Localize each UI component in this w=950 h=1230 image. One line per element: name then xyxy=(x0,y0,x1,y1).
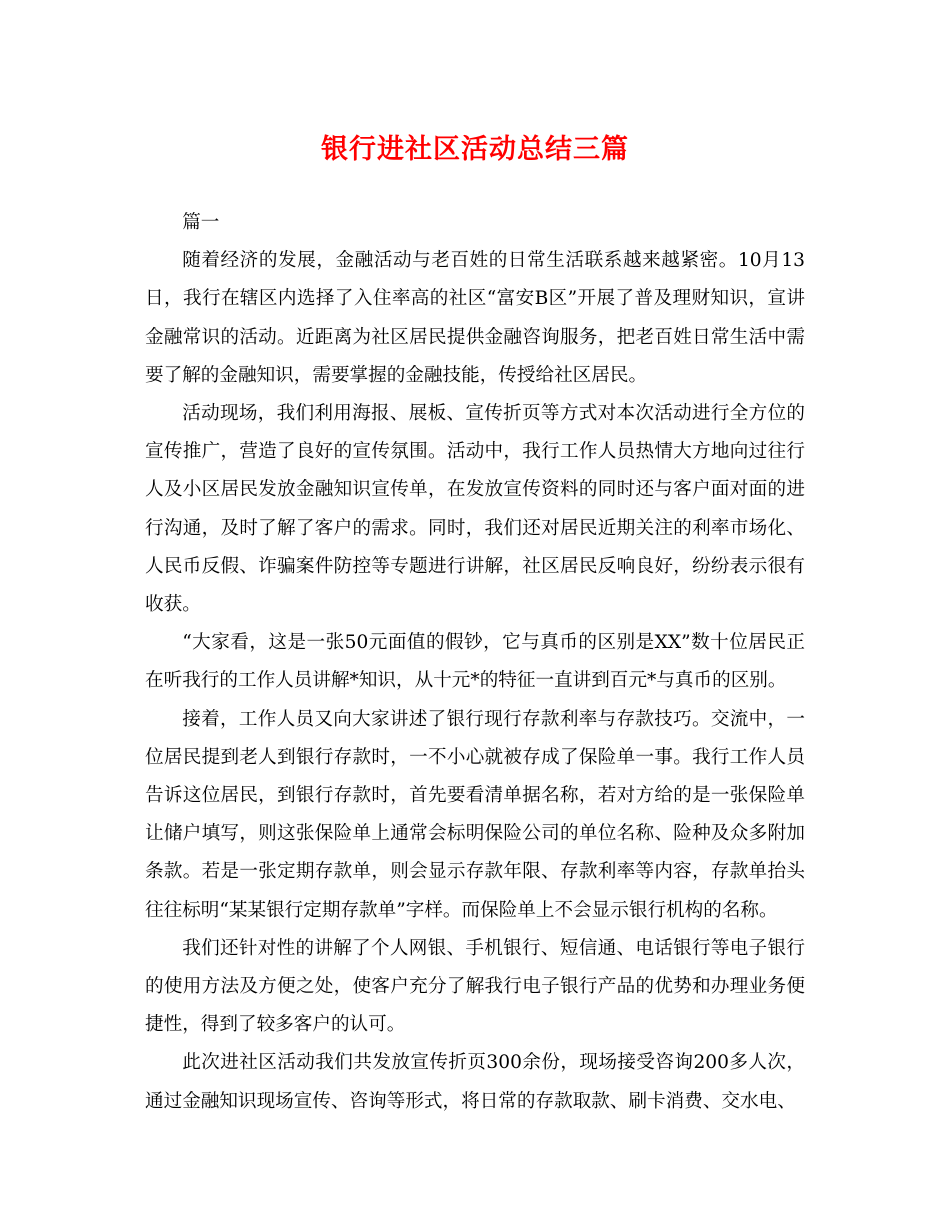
paragraph: 随着经济的发展，金融活动与老百姓的日常生活联系越来越紧密。10月13日，我行在辖区内选择了入住率高的社区“富安B区”开展了普及理财知识，宣讲金融常识的活动。近距离为社区居民提供金融咨询服务，把老百姓日常生活中需要了解的金融知识，需要掌握的金融技能，传授给社区居民。 xyxy=(145,250,805,386)
document-body xyxy=(145,204,805,1121)
paragraph: 我们还针对性的讲解了个人网银、手机银行、短信通、电话银行等电子银行的使用方法及方便之处，使客户充分了解我行电子银行产品的优势和办理业务便捷性，得到了较多客户的认可。 xyxy=(145,937,805,1036)
paragraph: “大家看，这是一张50元面值的假钞，它与真币的区别是XX”数十位居民正在听我行的工作人员讲解*知识，从十元*的特征一直讲到百元*与真币的区别。 xyxy=(145,632,805,692)
section-heading: 篇一 xyxy=(182,212,220,233)
document-title: 银行进社区活动总结三篇 xyxy=(321,134,629,165)
paragraph: 此次进社区活动我们共发放宣传折页300余份，现场接受咨询200多人次，通过金融知识现场宣传、咨询等形式，将日常的存款取款、刷卡消费、交水电、 xyxy=(145,1052,805,1112)
paragraph: 接着，工作人员又向大家讲述了银行现行存款利率与存款技巧。交流中，一位居民提到老人到银行存款时，一不小心就被存成了保险单一事。我行工作人员告诉这位居民，到银行存款时，首先要看清单据名称，若对方给的是一张保险单让储户填写，则这张保险单上通常会标明保险公司的单位名称、险种及众多附加条款。若是一张定期存款单，则会显示存款年限、存款利率等内容，存款单抬头往往标明“某某银行定期存款单”字样。而保险单上不会显示银行机构的名称。 xyxy=(145,708,805,921)
paragraph: 活动现场，我们利用海报、展板、宣传折页等方式对本次活动进行全方位的宣传推广，营造了良好的宣传氛围。活动中，我行工作人员热情大方地向过往行人及小区居民发放金融知识宣传单，在发放宣传资料的同时还与客户面对面的进行沟通，及时了解了客户的需求。同时，我们还对居民近期关注的利率市场化、人民币反假、诈骗案件防控等专题进行讲解，社区居民反响良好，纷纷表示很有收获。 xyxy=(145,403,805,616)
